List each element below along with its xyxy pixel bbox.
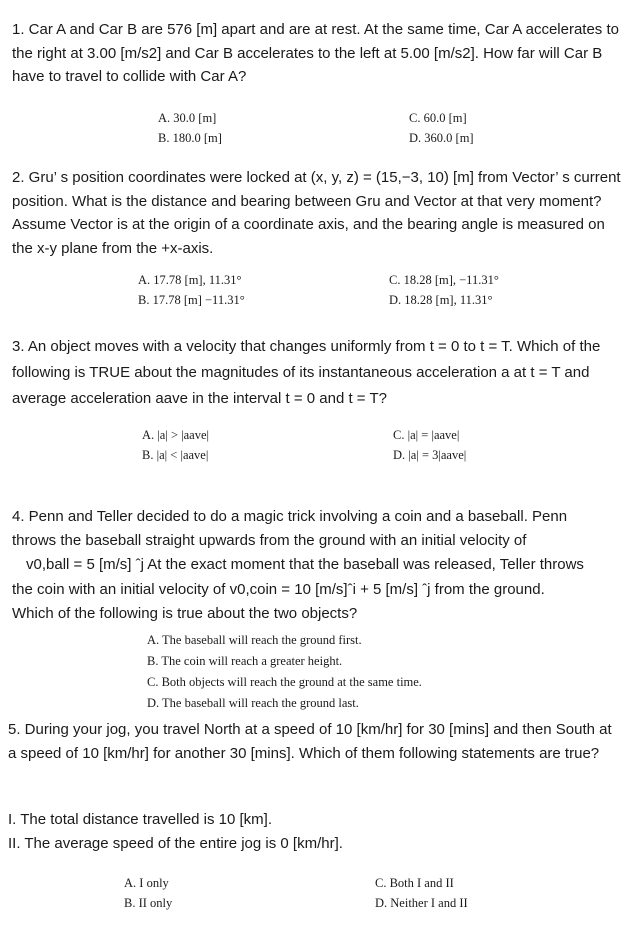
question-4-stem-line-1: 4. Penn and Teller decided to do a magic trick involving a coin and a baseball. Penn <box>12 508 568 525</box>
question-1-options <box>0 108 636 150</box>
question-2-options <box>0 270 636 312</box>
question-3-option-c[interactable]: C. |a| = |aave| <box>393 428 460 442</box>
question-4 <box>12 505 624 626</box>
question-3-options <box>0 425 636 467</box>
question-2 <box>12 166 622 260</box>
question-3-option-d[interactable]: D. |a| = 3|aave| <box>393 448 467 462</box>
question-5-statement-1: I. The total distance travelled is 10 [km]. <box>8 811 273 828</box>
question-4-option-a[interactable]: A. The baseball will reach the ground first. <box>147 633 362 647</box>
question-3-option-b[interactable]: B. |a| < |aave| <box>142 448 209 462</box>
question-1 <box>12 18 622 89</box>
question-5-option-b[interactable]: B. II only <box>124 896 173 910</box>
question-2-option-d[interactable]: D. 18.28 [m], 11.31° <box>389 293 493 307</box>
question-2-option-a[interactable]: A. 17.78 [m], 11.31° <box>138 273 242 287</box>
question-5 <box>8 718 620 765</box>
question-5-option-a[interactable]: A. I only <box>124 876 169 890</box>
question-4-option-b[interactable]: B. The coin will reach a greater height. <box>147 654 343 668</box>
question-1-stem: 1. Car A and Car B are 576 [m] apart and are at rest. At the same time, Car A accelerates to the right at 3.00 [m/s2] and Car B accelerates to the left at 5.00 [m/s2]. How far will Car B have to travel to collide with Car A? <box>12 21 619 85</box>
question-4-option-d[interactable]: D. The baseball will reach the ground last. <box>147 696 359 710</box>
question-5-statement-2: II. The average speed of the entire jog is 0 [km/hr]. <box>8 834 343 852</box>
question-3 <box>12 334 624 412</box>
question-4-options <box>147 630 547 714</box>
question-1-option-c[interactable]: C. 60.0 [m] <box>409 111 467 125</box>
question-1-option-b[interactable]: B. 180.0 [m] <box>158 131 222 145</box>
question-2-stem: 2. Gru’ s position coordinates were locked at (x, y, z) = (15,−3, 10) [m] from Vector’ s current position. What is the distance and bearing between Gru and Vector at that very moment? Assume Vector is at the origin of a coordinate axis, and the bearing angle is measured on the x-y plane from the +x-axis. <box>12 169 621 257</box>
question-4-option-c[interactable]: C. Both objects will reach the ground at the same time. <box>147 675 422 689</box>
question-3-option-a[interactable]: A. |a| > |aave| <box>142 428 210 442</box>
question-4-stem-line-5: Which of the following is true about the two objects? <box>12 605 358 622</box>
question-1-option-d[interactable]: D. 360.0 [m] <box>409 131 474 145</box>
question-5-stem: 5. During your jog, you travel North at a speed of 10 [km/hr] for 30 [mins] and then South at a speed of 10 [km/hr] for another 30 [mins]. Which of them following statements are true? <box>8 721 612 762</box>
question-2-option-c[interactable]: C. 18.28 [m], −11.31° <box>389 273 499 287</box>
question-4-stem-line-2: throws the baseball straight upwards from the ground with an initial velocity of <box>12 531 527 549</box>
question-5-option-d[interactable]: D. Neither I and II <box>375 896 468 910</box>
question-4-stem-line-4: the coin with an initial velocity of v0,coin = 10 [m/s]ˆi + 5 [m/s] ˆj from the ground. <box>12 581 545 598</box>
question-5-statements <box>8 808 620 855</box>
question-3-stem: 3. An object moves with a velocity that changes uniformly from t = 0 to t = T. Which of the following is TRUE about the magnitudes of its instantaneous acceleration a at t = T and average acceleration aave in the interval t = 0 and t = T? <box>12 338 601 407</box>
question-5-options <box>0 873 636 915</box>
question-2-option-b[interactable]: B. 17.78 [m] −11.31° <box>138 293 245 307</box>
question-5-option-c[interactable]: C. Both I and II <box>375 876 454 890</box>
question-4-stem-line-3: v0,ball = 5 [m/s] ˆj At the exact moment that the baseball was released, Teller throws <box>26 556 584 573</box>
question-1-option-a[interactable]: A. 30.0 [m] <box>158 111 217 125</box>
